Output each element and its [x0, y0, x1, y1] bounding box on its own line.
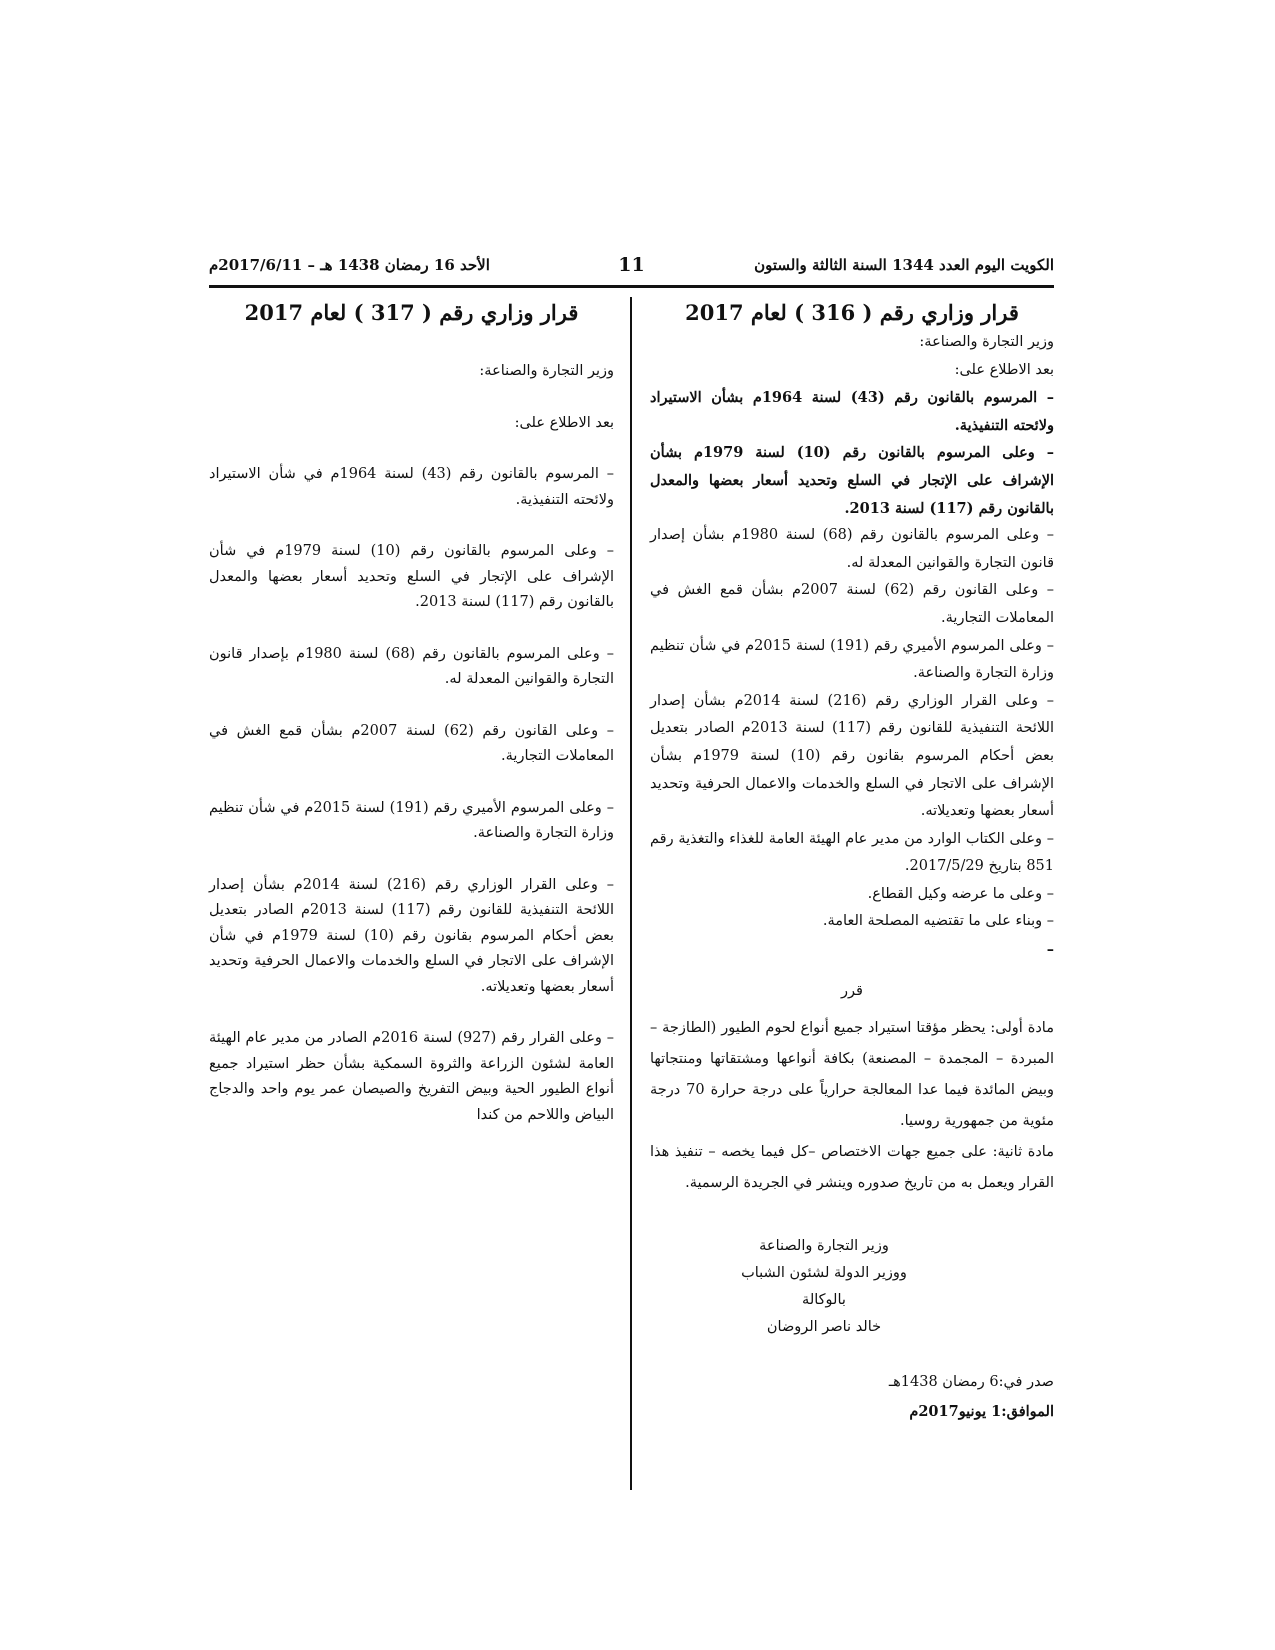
decree-317-clause-2: – وعلى المرسوم بالقانون رقم (10) لسنة 1979م في شأن الإشراف على الإتجار في السلع وتحديد أسعار بعضها والمعدل بالقانون رقم (117) لسنة 2013.: [209, 543, 614, 610]
decree-317-clause-7: – وعلى القرار رقم (927) لسنة 2016م الصادر من مدير عام الهيئة العامة لشئون الزراعة والثروة السمكية بشأن حظر استيراد جميع أنواع الطيور الحية وبيض التفريخ والصيصان عمر يوم واحد والدجاج البياض واللاحم من كندا: [209, 1030, 615, 1123]
signature-title: وزير التجارة والصناعة: [759, 1238, 889, 1255]
decree-317-clause-4: – وعلى القانون رقم (62) لسنة 2007م بشأن قمع الغش في المعاملات التجارية.: [209, 722, 614, 764]
header-rule: [209, 285, 1054, 288]
decree-316-signature: [734, 1233, 914, 1341]
decree-316-clause-7: – وعلى الكتاب الوارد من مدير عام الهيئة العامة للغذاء والتغذية رقم 851 بتاريخ 2017/5/29.: [650, 830, 1054, 875]
decree-317-clause-1: – المرسوم بالقانون رقم (43) لسنة 1964م في شأن الاستيراد ولائحته التنفيذية.: [209, 466, 614, 508]
decree-316-decided: قرر: [841, 982, 863, 999]
decree-317-after-review: بعد الاطلاع على:: [514, 414, 614, 431]
issue-date-hijri: صدر في:6 رمضان 1438هـ: [888, 1374, 1054, 1391]
decree-316-clause-2: – وعلى المرسوم بالقانون رقم (10) لسنة 1979م بشأن الإشراف على الإتجار في السلع وتحديد أسعار بعضها والمعدل بالقانون رقم (117) لسنة 2013.: [650, 444, 1054, 517]
decree-317-minister: وزير التجارة والصناعة:: [479, 363, 614, 379]
signature-name: خالد ناصر الروضان: [766, 1319, 882, 1336]
publication-issue: الكويت اليوم العدد 1344 السنة الثالثة والستون: [754, 256, 1054, 274]
decree-317-clause-3: – وعلى المرسوم بالقانون رقم (68) لسنة 1980م بإصدار قانون التجارة والقوانين المعدلة له.: [209, 645, 614, 687]
decree-316-clause-6: – وعلى القرار الوزاري رقم (216) لسنة 2014م بشأن إصدار اللائحة التنفيذية للقانون رقم (117) لسنة 2013م الصادر بتعديل بعض أحكام المرسوم بقانون رقم (10) لسنة 1979م بشأن الإشراف على الاتجار في السلع والخدمات والاعمال الحرفية وتحديد أسعار بعضها وتعديلاته.: [650, 692, 1054, 820]
decree-316-dates: [650, 1367, 1054, 1427]
decree-317-title: قرار وزاري رقم ( 317 ) لعام 2017: [244, 300, 579, 325]
decree-316-clause-9: – وبناء على ما تقتضيه المصلحة العامة.: [822, 913, 1054, 930]
decree-316-article-2: مادة ثانية: على جميع جهات الاختصاص –كل فيما يخصه – تنفيذ هذا القرار ويعمل به من تاريخ صدوره وينشر في الجريدة الرسمية.: [650, 1144, 1054, 1192]
decree-316-minister: وزير التجارة والصناعة:: [919, 334, 1054, 350]
decree-317-clause-6: – وعلى القرار الوزاري رقم (216) لسنة 2014م بشأن إصدار اللائحة التنفيذية للقانون رقم (117) لسنة 2013م الصادر بتعديل بعض أحكام المرسوم بقانون رقم (10) لسنة 1979م في شأن الإشراف على الاتجار في السلع والخدمات والاعمال الحرفية وتحديد أسعار بعضها وتعديلاته.: [209, 876, 614, 995]
signature-title-2: ووزير الدولة لشئون الشباب بالوكالة: [741, 1265, 907, 1309]
decree-316-clause-1: – المرسوم بالقانون رقم (43) لسنة 1964م بشأن الاستيراد ولائحته التنفيذية.: [650, 389, 1055, 434]
decree-316: [650, 300, 1054, 1427]
decree-316-clause-3: – وعلى المرسوم بالقانون رقم (68) لسنة 1980م بشأن إصدار قانون التجارة والقوانين المعدلة له.: [650, 527, 1054, 571]
column-divider: [630, 297, 632, 1490]
decree-316-after-review: بعد الاطلاع على:: [954, 361, 1054, 378]
issue-date-gregorian: الموافق:1 يونيو2017م: [909, 1403, 1054, 1421]
page-header: [209, 256, 1054, 286]
decree-316-clause-10: –: [1046, 941, 1054, 959]
decree-317: [209, 300, 614, 1154]
decree-316-article-1: مادة أولى: يحظر مؤقتا استيراد جميع أنواع لحوم الطيور (الطازجة – المبردة – المجمدة – المصنعة) بكافة أنواعها ومشتقاتها ومنتجاتها وبيض المائدة فيما عدا المعالجة حرارياً على درجة حرارة 70 درجة مئوية من جمهورية روسيا.: [650, 1020, 1054, 1130]
decree-316-clause-5: – وعلى المرسوم الأميري رقم (191) لسنة 2015م في شأن تنظيم وزارة التجارة والصناعة.: [650, 637, 1054, 682]
decree-316-title: قرار وزاري رقم ( 316 ) لعام 2017: [685, 300, 1019, 325]
issue-date: الأحد 16 رمضان 1438 هـ – 2017/6/11م: [209, 256, 490, 274]
decree-317-clause-5: – وعلى المرسوم الأميري رقم (191) لسنة 2015م في شأن تنظيم وزارة التجارة والصناعة.: [209, 799, 614, 841]
decree-316-clause-8: – وعلى ما عرضه وكيل القطاع.: [867, 885, 1054, 902]
page-number: 11: [618, 254, 645, 276]
decree-316-clause-4: – وعلى القانون رقم (62) لسنة 2007م بشأن قمع الغش في المعاملات التجارية.: [650, 582, 1054, 626]
